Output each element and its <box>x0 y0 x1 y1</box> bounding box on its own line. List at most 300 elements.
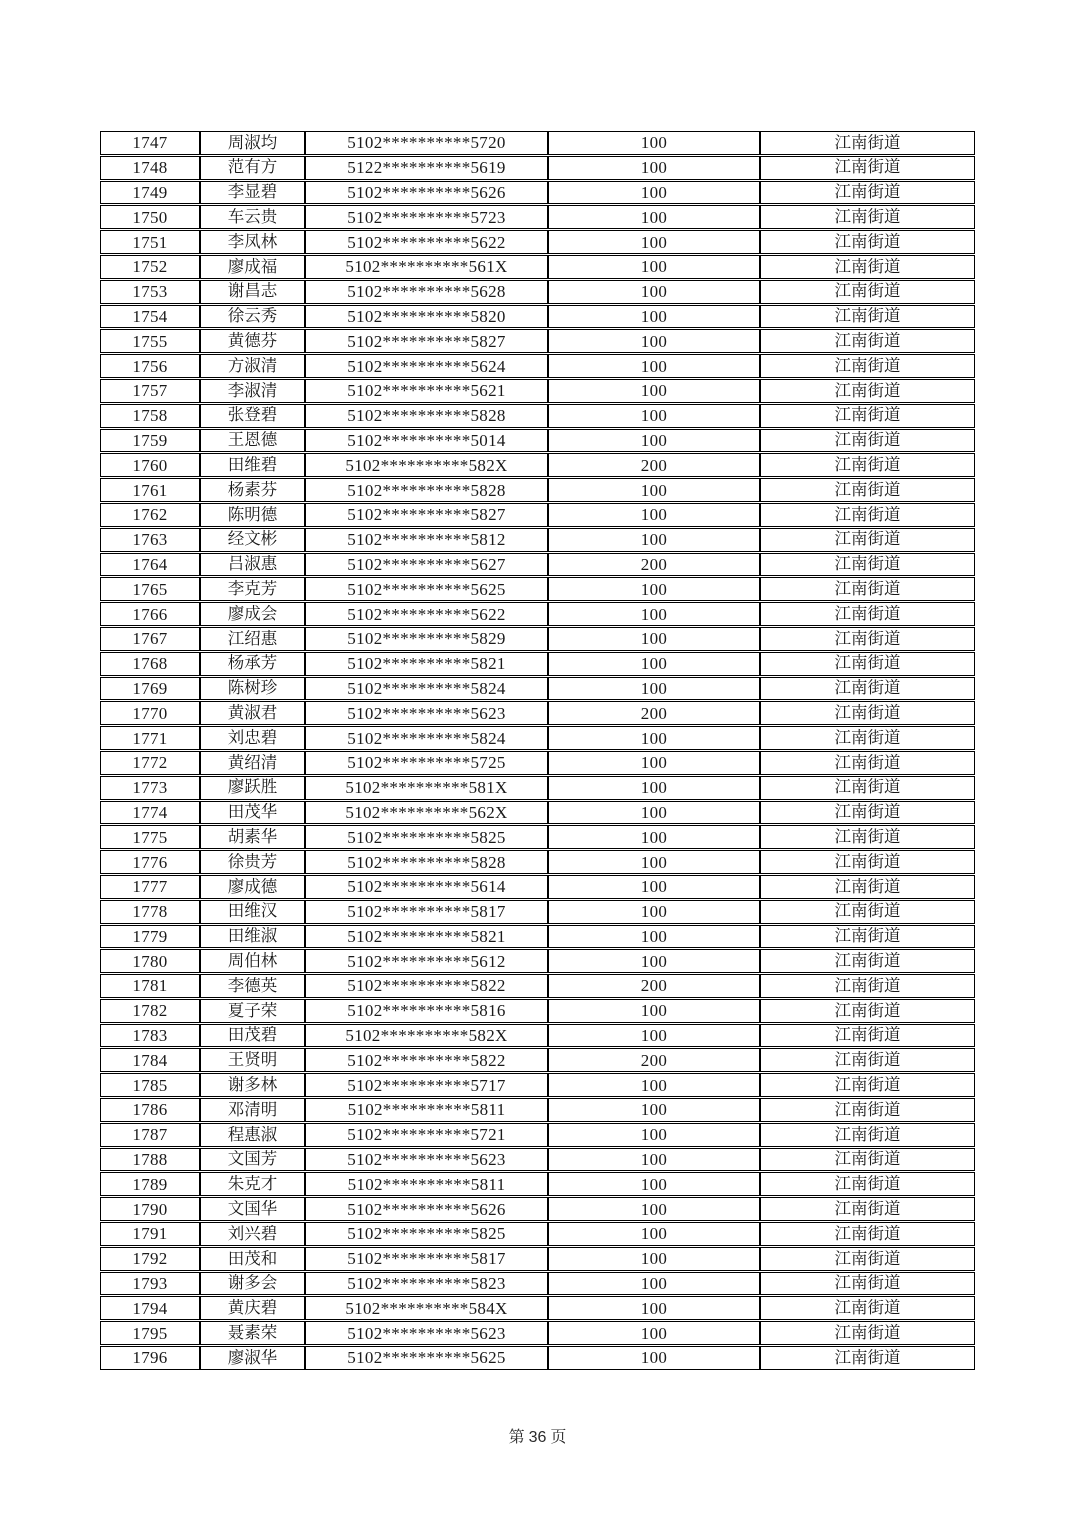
cell-name: 江绍惠 <box>200 627 305 651</box>
cell-serial: 1766 <box>100 602 200 626</box>
cell-id-masked: 5102**********5623 <box>305 701 548 725</box>
table-row <box>100 1048 975 1072</box>
cell-name: 杨承芳 <box>200 652 305 676</box>
cell-district: 江南街道 <box>760 652 975 676</box>
cell-name: 文国华 <box>200 1197 305 1221</box>
cell-amount: 100 <box>548 1247 760 1271</box>
cell-serial: 1785 <box>100 1073 200 1097</box>
cell-name: 陈树珍 <box>200 677 305 701</box>
cell-amount: 100 <box>548 230 760 254</box>
cell-name: 范有方 <box>200 156 305 180</box>
cell-amount: 100 <box>548 1197 760 1221</box>
cell-district: 江南街道 <box>760 1321 975 1345</box>
cell-amount: 100 <box>548 726 760 750</box>
cell-name: 廖淑华 <box>200 1346 305 1370</box>
cell-serial: 1775 <box>100 825 200 849</box>
table-row <box>100 1172 975 1196</box>
cell-district: 江南街道 <box>760 776 975 800</box>
cell-district: 江南街道 <box>760 329 975 353</box>
cell-district: 江南街道 <box>760 1148 975 1172</box>
table-row <box>100 1098 975 1122</box>
table-row <box>100 1272 975 1296</box>
cell-id-masked: 5102**********5621 <box>305 379 548 403</box>
cell-district: 江南街道 <box>760 577 975 601</box>
cell-district: 江南街道 <box>760 1172 975 1196</box>
cell-name: 李德英 <box>200 974 305 998</box>
cell-id-masked: 5102**********5823 <box>305 1272 548 1296</box>
cell-amount: 100 <box>548 131 760 155</box>
cell-district: 江南街道 <box>760 825 975 849</box>
table-row <box>100 801 975 825</box>
cell-amount: 100 <box>548 850 760 874</box>
cell-id-masked: 5102**********5821 <box>305 925 548 949</box>
cell-name: 邓清明 <box>200 1098 305 1122</box>
table-row <box>100 850 975 874</box>
cell-id-masked: 5102**********584X <box>305 1296 548 1320</box>
cell-id-masked: 5102**********5816 <box>305 999 548 1023</box>
cell-serial: 1759 <box>100 429 200 453</box>
cell-amount: 100 <box>548 404 760 428</box>
cell-id-masked: 5102**********5827 <box>305 329 548 353</box>
cell-amount: 100 <box>548 825 760 849</box>
cell-id-masked: 5102**********5820 <box>305 305 548 329</box>
cell-amount: 100 <box>548 1222 760 1246</box>
cell-id-masked: 5102**********5822 <box>305 974 548 998</box>
table-row <box>100 726 975 750</box>
cell-id-masked: 5102**********5824 <box>305 726 548 750</box>
cell-district: 江南街道 <box>760 1197 975 1221</box>
cell-serial: 1768 <box>100 652 200 676</box>
cell-amount: 100 <box>548 1172 760 1196</box>
cell-district: 江南街道 <box>760 925 975 949</box>
table-row <box>100 652 975 676</box>
cell-serial: 1788 <box>100 1148 200 1172</box>
cell-amount: 100 <box>548 1123 760 1147</box>
cell-amount: 200 <box>548 453 760 477</box>
cell-id-masked: 5102**********5829 <box>305 627 548 651</box>
cell-id-masked: 5102**********5625 <box>305 577 548 601</box>
cell-id-masked: 5102**********561X <box>305 255 548 279</box>
cell-amount: 100 <box>548 1148 760 1172</box>
cell-amount: 200 <box>548 701 760 725</box>
page-number-prefix: 第 <box>508 1429 525 1446</box>
cell-serial: 1776 <box>100 850 200 874</box>
table-row <box>100 255 975 279</box>
cell-district: 江南街道 <box>760 701 975 725</box>
cell-name: 周伯林 <box>200 949 305 973</box>
cell-serial: 1793 <box>100 1272 200 1296</box>
cell-district: 江南街道 <box>760 503 975 527</box>
table-row <box>100 701 975 725</box>
cell-id-masked: 5102**********5624 <box>305 354 548 378</box>
cell-amount: 100 <box>548 1073 760 1097</box>
cell-serial: 1751 <box>100 230 200 254</box>
cell-district: 江南街道 <box>760 999 975 1023</box>
cell-name: 周淑均 <box>200 131 305 155</box>
cell-serial: 1770 <box>100 701 200 725</box>
cell-serial: 1791 <box>100 1222 200 1246</box>
cell-district: 江南街道 <box>760 974 975 998</box>
cell-id-masked: 5102**********582X <box>305 453 548 477</box>
cell-id-masked: 5102**********582X <box>305 1024 548 1048</box>
cell-name: 夏子荣 <box>200 999 305 1023</box>
cell-amount: 100 <box>548 999 760 1023</box>
cell-serial: 1760 <box>100 453 200 477</box>
cell-serial: 1773 <box>100 776 200 800</box>
cell-district: 江南街道 <box>760 205 975 229</box>
cell-district: 江南街道 <box>760 131 975 155</box>
cell-amount: 200 <box>548 974 760 998</box>
cell-district: 江南街道 <box>760 429 975 453</box>
cell-serial: 1777 <box>100 875 200 899</box>
table-row <box>100 627 975 651</box>
cell-id-masked: 5102**********5725 <box>305 751 548 775</box>
cell-district: 江南街道 <box>760 255 975 279</box>
cell-district: 江南街道 <box>760 230 975 254</box>
cell-id-masked: 5102**********5828 <box>305 850 548 874</box>
cell-name: 黄淑君 <box>200 701 305 725</box>
cell-amount: 100 <box>548 503 760 527</box>
cell-serial: 1783 <box>100 1024 200 1048</box>
cell-serial: 1779 <box>100 925 200 949</box>
table-row <box>100 577 975 601</box>
page-number-value: 36 <box>528 1429 547 1446</box>
cell-id-masked: 5102**********5828 <box>305 404 548 428</box>
cell-district: 江南街道 <box>760 181 975 205</box>
cell-district: 江南街道 <box>760 1272 975 1296</box>
cell-serial: 1752 <box>100 255 200 279</box>
cell-id-masked: 5102**********5811 <box>305 1172 548 1196</box>
cell-district: 江南街道 <box>760 354 975 378</box>
cell-id-masked: 5102**********5623 <box>305 1148 548 1172</box>
cell-serial: 1780 <box>100 949 200 973</box>
cell-district: 江南街道 <box>760 751 975 775</box>
cell-amount: 100 <box>548 280 760 304</box>
cell-id-masked: 5102**********5721 <box>305 1123 548 1147</box>
cell-name: 廖成福 <box>200 255 305 279</box>
cell-district: 江南街道 <box>760 1024 975 1048</box>
cell-district: 江南街道 <box>760 553 975 577</box>
cell-serial: 1748 <box>100 156 200 180</box>
cell-name: 田维汉 <box>200 900 305 924</box>
cell-id-masked: 5102**********5817 <box>305 1247 548 1271</box>
cell-id-masked: 5102**********5828 <box>305 478 548 502</box>
cell-serial: 1787 <box>100 1123 200 1147</box>
cell-id-masked: 5102**********5822 <box>305 1048 548 1072</box>
cell-id-masked: 5102**********5817 <box>305 900 548 924</box>
cell-name: 谢多会 <box>200 1272 305 1296</box>
cell-amount: 100 <box>548 602 760 626</box>
cell-name: 田维碧 <box>200 453 305 477</box>
cell-name: 黄德芬 <box>200 329 305 353</box>
table-row <box>100 602 975 626</box>
cell-serial: 1757 <box>100 379 200 403</box>
cell-amount: 100 <box>548 577 760 601</box>
table-row <box>100 925 975 949</box>
cell-district: 江南街道 <box>760 627 975 651</box>
cell-serial: 1755 <box>100 329 200 353</box>
cell-id-masked: 5102**********5825 <box>305 825 548 849</box>
cell-id-masked: 5102**********5824 <box>305 677 548 701</box>
cell-id-masked: 5102**********5626 <box>305 1197 548 1221</box>
cell-amount: 100 <box>548 429 760 453</box>
cell-name: 聂素荣 <box>200 1321 305 1345</box>
table-row <box>100 677 975 701</box>
cell-district: 江南街道 <box>760 1048 975 1072</box>
cell-serial: 1778 <box>100 900 200 924</box>
roster-table-body <box>100 131 975 1370</box>
table-row <box>100 429 975 453</box>
cell-district: 江南街道 <box>760 404 975 428</box>
cell-amount: 100 <box>548 205 760 229</box>
table-row <box>100 379 975 403</box>
cell-district: 江南街道 <box>760 280 975 304</box>
cell-amount: 100 <box>548 751 760 775</box>
table-row <box>100 156 975 180</box>
cell-serial: 1792 <box>100 1247 200 1271</box>
cell-amount: 100 <box>548 875 760 899</box>
cell-district: 江南街道 <box>760 478 975 502</box>
cell-id-masked: 5102**********581X <box>305 776 548 800</box>
cell-amount: 100 <box>548 776 760 800</box>
cell-name: 李显碧 <box>200 181 305 205</box>
cell-amount: 100 <box>548 1296 760 1320</box>
cell-name: 李淑清 <box>200 379 305 403</box>
cell-name: 王恩德 <box>200 429 305 453</box>
table-row <box>100 230 975 254</box>
cell-amount: 200 <box>548 553 760 577</box>
cell-amount: 100 <box>548 156 760 180</box>
table-row <box>100 949 975 973</box>
cell-district: 江南街道 <box>760 156 975 180</box>
cell-id-masked: 5122**********5619 <box>305 156 548 180</box>
table-row <box>100 1148 975 1172</box>
table-row <box>100 329 975 353</box>
table-row <box>100 131 975 155</box>
cell-serial: 1747 <box>100 131 200 155</box>
table-row <box>100 478 975 502</box>
cell-district: 江南街道 <box>760 949 975 973</box>
cell-name: 谢昌志 <box>200 280 305 304</box>
cell-id-masked: 5102**********5720 <box>305 131 548 155</box>
table-row <box>100 875 975 899</box>
cell-serial: 1784 <box>100 1048 200 1072</box>
cell-name: 谢多林 <box>200 1073 305 1097</box>
cell-serial: 1758 <box>100 404 200 428</box>
cell-serial: 1764 <box>100 553 200 577</box>
cell-district: 江南街道 <box>760 453 975 477</box>
table-row <box>100 825 975 849</box>
cell-serial: 1774 <box>100 801 200 825</box>
cell-district: 江南街道 <box>760 1222 975 1246</box>
table-row <box>100 751 975 775</box>
cell-id-masked: 5102**********5623 <box>305 1321 548 1345</box>
cell-name: 陈明德 <box>200 503 305 527</box>
cell-serial: 1769 <box>100 677 200 701</box>
cell-serial: 1756 <box>100 354 200 378</box>
cell-name: 吕淑惠 <box>200 553 305 577</box>
cell-name: 李克芳 <box>200 577 305 601</box>
cell-name: 黄绍清 <box>200 751 305 775</box>
cell-name: 田茂华 <box>200 801 305 825</box>
cell-amount: 100 <box>548 652 760 676</box>
table-row <box>100 974 975 998</box>
table-row <box>100 776 975 800</box>
cell-district: 江南街道 <box>760 1296 975 1320</box>
table-row <box>100 1346 975 1370</box>
cell-amount: 100 <box>548 379 760 403</box>
table-row <box>100 1024 975 1048</box>
table-row <box>100 1321 975 1345</box>
cell-name: 田茂和 <box>200 1247 305 1271</box>
page-number-suffix: 页 <box>550 1429 567 1446</box>
table-row <box>100 1123 975 1147</box>
cell-id-masked: 5102**********5812 <box>305 528 548 552</box>
cell-id-masked: 5102**********562X <box>305 801 548 825</box>
cell-name: 杨素芬 <box>200 478 305 502</box>
cell-amount: 100 <box>548 1098 760 1122</box>
cell-amount: 100 <box>548 1024 760 1048</box>
cell-serial: 1786 <box>100 1098 200 1122</box>
cell-district: 江南街道 <box>760 1346 975 1370</box>
cell-amount: 100 <box>548 801 760 825</box>
cell-id-masked: 5102**********5717 <box>305 1073 548 1097</box>
cell-amount: 100 <box>548 329 760 353</box>
cell-name: 文国芳 <box>200 1148 305 1172</box>
cell-serial: 1781 <box>100 974 200 998</box>
cell-district: 江南街道 <box>760 1247 975 1271</box>
cell-id-masked: 5102**********5622 <box>305 602 548 626</box>
cell-serial: 1790 <box>100 1197 200 1221</box>
table-row <box>100 900 975 924</box>
cell-serial: 1753 <box>100 280 200 304</box>
cell-name: 朱克才 <box>200 1172 305 1196</box>
table-row <box>100 181 975 205</box>
cell-district: 江南街道 <box>760 1098 975 1122</box>
table-row <box>100 205 975 229</box>
table-row <box>100 453 975 477</box>
cell-district: 江南街道 <box>760 875 975 899</box>
cell-id-masked: 5102**********5811 <box>305 1098 548 1122</box>
cell-id-masked: 5102**********5612 <box>305 949 548 973</box>
table-row <box>100 1296 975 1320</box>
cell-amount: 100 <box>548 1272 760 1296</box>
cell-id-masked: 5102**********5625 <box>305 1346 548 1370</box>
cell-district: 江南街道 <box>760 850 975 874</box>
cell-id-masked: 5102**********5014 <box>305 429 548 453</box>
cell-name: 王贤明 <box>200 1048 305 1072</box>
cell-name: 方淑清 <box>200 354 305 378</box>
cell-serial: 1772 <box>100 751 200 775</box>
cell-id-masked: 5102**********5628 <box>305 280 548 304</box>
table-row <box>100 280 975 304</box>
cell-amount: 100 <box>548 1346 760 1370</box>
cell-name: 田维淑 <box>200 925 305 949</box>
table-row <box>100 503 975 527</box>
cell-id-masked: 5102**********5614 <box>305 875 548 899</box>
cell-id-masked: 5102**********5627 <box>305 553 548 577</box>
cell-serial: 1750 <box>100 205 200 229</box>
cell-amount: 100 <box>548 181 760 205</box>
cell-name: 廖成德 <box>200 875 305 899</box>
cell-amount: 200 <box>548 1048 760 1072</box>
cell-name: 张登碧 <box>200 404 305 428</box>
cell-serial: 1782 <box>100 999 200 1023</box>
cell-district: 江南街道 <box>760 602 975 626</box>
subsidy-roster-table <box>100 130 975 1371</box>
cell-id-masked: 5102**********5821 <box>305 652 548 676</box>
table-row <box>100 528 975 552</box>
cell-id-masked: 5102**********5825 <box>305 1222 548 1246</box>
cell-id-masked: 5102**********5622 <box>305 230 548 254</box>
cell-district: 江南街道 <box>760 801 975 825</box>
cell-amount: 100 <box>548 354 760 378</box>
cell-serial: 1763 <box>100 528 200 552</box>
cell-name: 廖成会 <box>200 602 305 626</box>
cell-serial: 1761 <box>100 478 200 502</box>
cell-name: 徐云秀 <box>200 305 305 329</box>
cell-serial: 1789 <box>100 1172 200 1196</box>
cell-id-masked: 5102**********5827 <box>305 503 548 527</box>
cell-district: 江南街道 <box>760 528 975 552</box>
table-row <box>100 999 975 1023</box>
cell-name: 李凤林 <box>200 230 305 254</box>
cell-amount: 100 <box>548 677 760 701</box>
table-row <box>100 1222 975 1246</box>
cell-serial: 1796 <box>100 1346 200 1370</box>
cell-amount: 100 <box>548 949 760 973</box>
cell-name: 车云贵 <box>200 205 305 229</box>
page-number-footer <box>0 1424 1075 1447</box>
cell-serial: 1749 <box>100 181 200 205</box>
table-row <box>100 305 975 329</box>
cell-amount: 100 <box>548 1321 760 1345</box>
cell-name: 黄庆碧 <box>200 1296 305 1320</box>
cell-amount: 100 <box>548 925 760 949</box>
cell-amount: 100 <box>548 900 760 924</box>
table-row <box>100 553 975 577</box>
cell-district: 江南街道 <box>760 1123 975 1147</box>
cell-amount: 100 <box>548 528 760 552</box>
cell-serial: 1765 <box>100 577 200 601</box>
cell-name: 刘兴碧 <box>200 1222 305 1246</box>
cell-district: 江南街道 <box>760 305 975 329</box>
table-row <box>100 1197 975 1221</box>
table-row <box>100 404 975 428</box>
table-row <box>100 354 975 378</box>
cell-name: 经文彬 <box>200 528 305 552</box>
cell-district: 江南街道 <box>760 726 975 750</box>
cell-district: 江南街道 <box>760 379 975 403</box>
cell-serial: 1767 <box>100 627 200 651</box>
cell-name: 田茂碧 <box>200 1024 305 1048</box>
table-row <box>100 1073 975 1097</box>
cell-id-masked: 5102**********5626 <box>305 181 548 205</box>
cell-district: 江南街道 <box>760 900 975 924</box>
cell-name: 刘忠碧 <box>200 726 305 750</box>
cell-serial: 1754 <box>100 305 200 329</box>
cell-name: 胡素华 <box>200 825 305 849</box>
cell-serial: 1794 <box>100 1296 200 1320</box>
cell-serial: 1762 <box>100 503 200 527</box>
cell-id-masked: 5102**********5723 <box>305 205 548 229</box>
cell-district: 江南街道 <box>760 1073 975 1097</box>
table-row <box>100 1247 975 1271</box>
cell-amount: 100 <box>548 255 760 279</box>
cell-amount: 100 <box>548 305 760 329</box>
cell-serial: 1795 <box>100 1321 200 1345</box>
cell-name: 程惠淑 <box>200 1123 305 1147</box>
